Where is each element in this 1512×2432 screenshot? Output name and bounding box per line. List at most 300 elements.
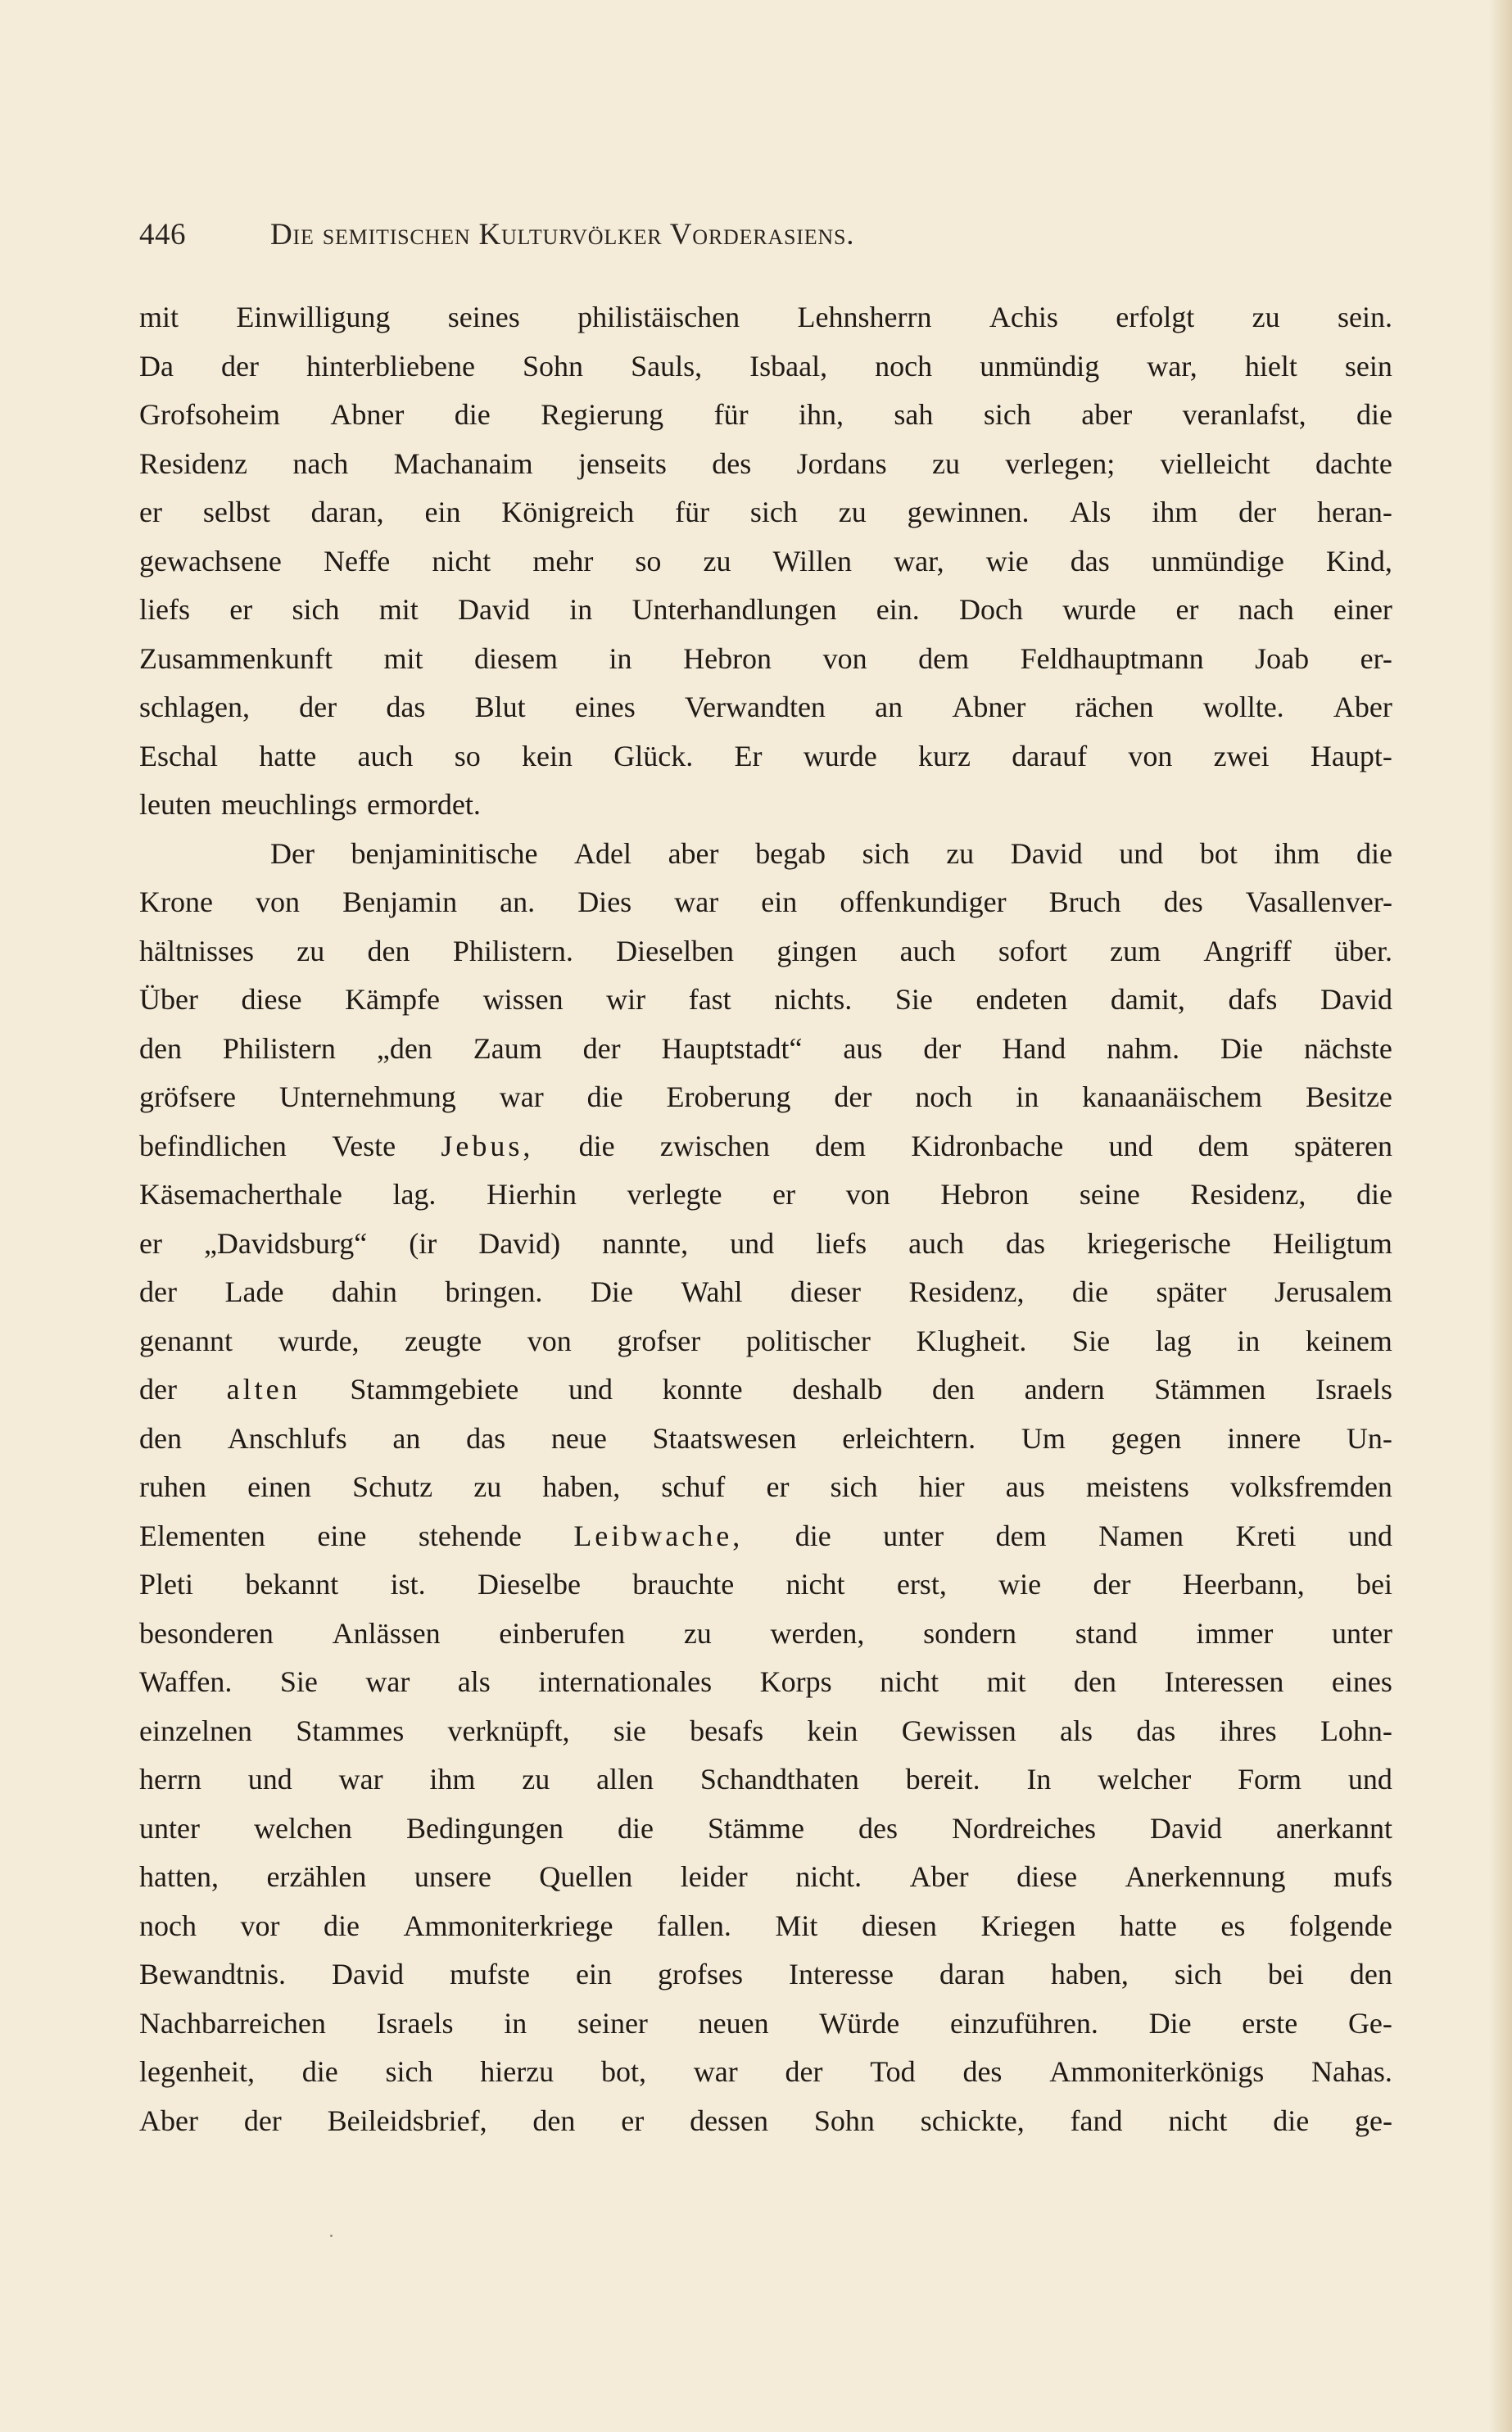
word: aber xyxy=(668,836,719,870)
word: Sohn xyxy=(523,349,584,383)
text-line xyxy=(139,927,1392,976)
text-line xyxy=(139,781,1392,830)
word: hatte xyxy=(259,739,317,772)
word: sich xyxy=(1174,1958,1222,1990)
word: mehr xyxy=(532,544,594,577)
word: die xyxy=(578,1129,615,1162)
word: diese xyxy=(241,983,302,1016)
text-line xyxy=(139,1171,1392,1220)
word: Wahl xyxy=(681,1275,743,1308)
word: auch xyxy=(899,934,956,967)
word: ihn, xyxy=(798,398,844,431)
speck xyxy=(330,2235,333,2237)
word: sah xyxy=(894,398,934,431)
word: unter xyxy=(139,1811,200,1845)
word: Dieselben xyxy=(616,934,735,967)
word: an. xyxy=(500,885,536,918)
word: volksfremden xyxy=(1229,1470,1392,1503)
word: den xyxy=(931,1373,975,1406)
word: seiner xyxy=(577,2006,648,2040)
word: lag. xyxy=(392,1178,437,1211)
word: Sie xyxy=(1072,1324,1111,1357)
word: der xyxy=(139,1275,177,1308)
word: lag xyxy=(1155,1324,1192,1357)
word: Kriegen xyxy=(980,1909,1076,1942)
word: hielt xyxy=(1244,349,1297,383)
word: heran- xyxy=(1316,496,1392,528)
word: der xyxy=(299,691,337,723)
text-line xyxy=(139,1805,1392,1854)
word: wissen xyxy=(482,983,564,1016)
word: folgende xyxy=(1288,1909,1392,1942)
word: Namen xyxy=(1098,1519,1184,1552)
word: verlegte xyxy=(627,1178,722,1211)
word: Residenz, xyxy=(908,1275,1025,1308)
word: brauchte xyxy=(632,1568,735,1601)
word: Waffen. xyxy=(139,1665,233,1698)
word: besafs xyxy=(690,1714,764,1747)
word: so xyxy=(635,544,662,577)
word: er xyxy=(621,2104,645,2137)
word: ihm xyxy=(1274,836,1320,870)
word: und xyxy=(1108,1129,1153,1162)
text-line xyxy=(139,342,1392,392)
word: unmündige xyxy=(1151,544,1284,577)
word: Unterhandlungen xyxy=(632,593,837,626)
page-edge-shadow xyxy=(1489,0,1512,2432)
word: Da xyxy=(139,349,174,383)
word: Anlässen xyxy=(332,1616,441,1650)
word: noch xyxy=(915,1080,973,1113)
word: fand xyxy=(1070,2104,1123,2137)
word: der xyxy=(243,2104,282,2137)
word: Ge- xyxy=(1347,2006,1392,2040)
text-line xyxy=(139,830,1392,879)
word: hatten, xyxy=(139,1860,219,1893)
word: der xyxy=(221,349,259,383)
text-line xyxy=(139,1755,1392,1805)
word: Über xyxy=(139,983,198,1016)
word: Nordreiches xyxy=(952,1811,1096,1845)
word: gegen xyxy=(1111,1421,1182,1455)
word: kurz xyxy=(917,739,971,772)
word: Krone xyxy=(139,885,213,918)
word: Hierhin xyxy=(487,1178,577,1211)
word: als xyxy=(1060,1714,1093,1747)
word: die xyxy=(586,1080,623,1113)
word: Um xyxy=(1021,1421,1066,1455)
word: zu xyxy=(1252,301,1280,333)
word: Einwilligung xyxy=(236,301,391,333)
word: Kidronbache xyxy=(911,1129,1064,1162)
word: seines xyxy=(447,301,520,333)
word: und xyxy=(1347,1763,1392,1796)
word: deshalb xyxy=(792,1373,883,1406)
word: ein xyxy=(424,496,461,528)
word: grofser xyxy=(617,1324,701,1357)
word: das xyxy=(1070,544,1110,577)
word: alten xyxy=(226,1373,301,1406)
word: Residenz xyxy=(139,446,247,480)
text-line xyxy=(139,1707,1392,1756)
word: war xyxy=(674,885,719,918)
word: Form xyxy=(1238,1763,1302,1796)
word: den xyxy=(1349,1958,1392,1990)
word: Willen xyxy=(772,544,853,577)
word: der xyxy=(923,1031,962,1065)
word: Stämme xyxy=(708,1811,804,1845)
word: Heerbann, xyxy=(1182,1568,1305,1601)
word: sich xyxy=(749,496,798,528)
word: einer xyxy=(1333,593,1392,626)
word: von xyxy=(822,641,867,675)
word: von xyxy=(845,1178,890,1211)
word: das xyxy=(386,691,426,723)
word: sein xyxy=(1344,349,1392,383)
word: zu xyxy=(838,496,867,528)
word: war, xyxy=(1147,349,1197,383)
text-line xyxy=(139,391,1392,440)
word: unsere xyxy=(414,1860,491,1893)
word: eine xyxy=(317,1519,367,1552)
text-line xyxy=(139,1902,1392,1951)
word: fallen. xyxy=(656,1909,731,1942)
word: legenheit, xyxy=(139,2055,255,2088)
word: Schutz xyxy=(352,1470,433,1503)
word: sondern xyxy=(923,1616,1017,1650)
word: Unternehmung xyxy=(278,1080,456,1113)
word: Neffe xyxy=(323,544,391,577)
word: Isbaal, xyxy=(749,349,828,383)
word: genannt xyxy=(139,1324,233,1357)
word: Als xyxy=(1070,496,1111,528)
word: David) xyxy=(478,1226,561,1260)
word: Abner xyxy=(330,398,405,431)
text-line xyxy=(139,1853,1392,1902)
word: aus xyxy=(1005,1470,1045,1503)
word: Die xyxy=(590,1275,633,1308)
word: aber xyxy=(1081,398,1133,431)
word: dahin xyxy=(331,1275,397,1308)
word: Beileidsbrief, xyxy=(327,2104,487,2137)
word: gewinnen. xyxy=(907,496,1030,528)
text-line xyxy=(139,537,1392,586)
word: aus xyxy=(843,1031,883,1065)
word: neuen xyxy=(698,2006,769,2040)
text-line xyxy=(139,1268,1392,1317)
word: zwei xyxy=(1213,739,1270,772)
word: und xyxy=(730,1226,775,1260)
word: Gewissen xyxy=(901,1714,1016,1747)
word: war xyxy=(499,1080,544,1113)
word: nicht xyxy=(880,1665,939,1698)
word: ist. xyxy=(390,1568,426,1601)
word: zu xyxy=(683,1616,712,1650)
word: Philistern. xyxy=(452,934,573,967)
word: schickte, xyxy=(920,2104,1025,2137)
word: verlegen; xyxy=(1005,446,1116,480)
word: die xyxy=(301,2055,338,2088)
word: Besitze xyxy=(1305,1080,1392,1113)
word: über. xyxy=(1334,934,1392,967)
word: die xyxy=(794,1519,831,1552)
word: Un- xyxy=(1346,1421,1392,1455)
word: David xyxy=(1010,836,1083,870)
word: haben, xyxy=(1050,1958,1129,1990)
word: dafs xyxy=(1228,983,1278,1016)
text-line xyxy=(139,1512,1392,1561)
word: wurde xyxy=(803,739,877,772)
word: Nahas. xyxy=(1311,2055,1392,2088)
word: unter xyxy=(883,1519,944,1552)
word: Lohn- xyxy=(1320,1714,1392,1747)
word: der xyxy=(785,2055,823,2088)
word: Klugheit. xyxy=(916,1324,1027,1357)
word: Der xyxy=(270,836,315,870)
word: eines xyxy=(1331,1665,1392,1698)
word: sein. xyxy=(1337,301,1392,333)
word: von xyxy=(1128,739,1173,772)
word: daran, xyxy=(310,496,384,528)
word: nichts. xyxy=(774,983,853,1016)
word: ermordet. xyxy=(366,788,481,821)
word: Königreich xyxy=(501,496,635,528)
word: mit xyxy=(986,1665,1026,1698)
word: liefs xyxy=(139,593,190,626)
word: den xyxy=(367,934,410,967)
word: den xyxy=(532,2104,576,2137)
word: daran xyxy=(939,1958,1005,1990)
word: wie xyxy=(998,1568,1042,1601)
word: David xyxy=(332,1958,404,1990)
text-line xyxy=(139,976,1392,1025)
word: befindlichen xyxy=(139,1129,287,1162)
word: das xyxy=(1136,1714,1176,1747)
word: war xyxy=(365,1665,410,1698)
word: Israels xyxy=(376,2006,454,2040)
word: innere xyxy=(1227,1421,1301,1455)
word: wurde, xyxy=(278,1324,360,1357)
word: war xyxy=(693,2055,738,2088)
word: von xyxy=(527,1324,572,1357)
word: die xyxy=(1356,1178,1392,1211)
word: nannte, xyxy=(602,1226,689,1260)
word: sich xyxy=(830,1470,878,1503)
word: noch xyxy=(875,349,933,383)
word: einzuführen. xyxy=(949,2006,1098,2040)
word: einzelnen xyxy=(139,1714,252,1747)
word: Tod xyxy=(870,2055,916,2088)
word: Bewandtnis. xyxy=(139,1958,286,1990)
word: der xyxy=(834,1080,872,1113)
word: darauf xyxy=(1012,739,1088,772)
word: sie xyxy=(613,1714,646,1747)
word: meistens xyxy=(1085,1470,1189,1503)
word: Er xyxy=(734,739,763,772)
word: Anerkennung xyxy=(1125,1860,1286,1893)
word: erzählen xyxy=(266,1860,367,1893)
word: schlagen, xyxy=(139,691,250,723)
word: hatte xyxy=(1119,1909,1177,1942)
word: allen xyxy=(596,1763,654,1796)
word: an xyxy=(875,691,903,723)
word: Sie xyxy=(279,1665,318,1698)
word: und xyxy=(1348,1519,1392,1552)
word: Eroberung xyxy=(666,1080,791,1113)
word: keinem xyxy=(1305,1324,1392,1357)
word: der xyxy=(1238,496,1277,528)
word: unmündig xyxy=(980,349,1100,383)
word: unter xyxy=(1332,1616,1392,1650)
word: Joab xyxy=(1255,641,1310,675)
word: bekannt xyxy=(245,1568,339,1601)
word: begab xyxy=(755,836,826,870)
word: David xyxy=(1320,983,1392,1016)
word: die xyxy=(454,398,491,431)
word: Jordans xyxy=(796,446,887,480)
word: sich xyxy=(862,836,910,870)
word: ein xyxy=(576,1958,612,1990)
word: Dieselbe xyxy=(477,1568,581,1601)
word: er- xyxy=(1360,641,1392,675)
word: bot xyxy=(1199,836,1238,870)
word: Elementen xyxy=(139,1519,265,1552)
word: zeugte xyxy=(405,1324,482,1357)
word: das xyxy=(1006,1226,1046,1260)
word: war xyxy=(338,1763,383,1796)
word: haben, xyxy=(542,1470,621,1503)
word: Jerusalem xyxy=(1274,1275,1392,1308)
word: Machanaim xyxy=(393,446,533,480)
word: einen xyxy=(247,1470,312,1503)
word: Ammoniterkriege xyxy=(403,1909,613,1942)
word: politischer xyxy=(745,1324,871,1357)
word: Anschlufs xyxy=(227,1421,347,1455)
word: er xyxy=(772,1178,796,1211)
word: David xyxy=(458,593,531,626)
word: vielleicht xyxy=(1160,446,1270,480)
word: bereit. xyxy=(905,1763,980,1796)
text-line xyxy=(139,293,1392,342)
word: Sohn xyxy=(813,2104,875,2137)
word: die xyxy=(1356,398,1392,431)
word: Angriff xyxy=(1203,934,1292,967)
text-line xyxy=(139,1560,1392,1610)
word: sich xyxy=(292,593,340,626)
word: Die xyxy=(1148,2006,1192,2040)
word: hinterbliebene xyxy=(306,349,475,383)
word: hierzu xyxy=(480,2055,555,2088)
word: Lehnsherrn xyxy=(797,301,932,333)
word: sofort xyxy=(998,934,1067,967)
word: er xyxy=(139,496,162,528)
word: Pleti xyxy=(139,1568,194,1601)
word: der xyxy=(139,1373,177,1406)
word: schuf xyxy=(661,1470,726,1503)
word: Mit xyxy=(775,1909,818,1942)
word: Benjamin xyxy=(342,885,458,918)
text-line xyxy=(139,1658,1392,1707)
word: ein xyxy=(761,885,798,918)
word: dieser xyxy=(790,1275,861,1308)
word: es xyxy=(1220,1909,1246,1942)
word: Leibwache, xyxy=(573,1519,744,1552)
word: die xyxy=(324,1909,360,1942)
word: späteren xyxy=(1294,1129,1392,1162)
word: diesem xyxy=(474,641,559,675)
word: David xyxy=(1150,1811,1222,1845)
word: die xyxy=(617,1811,654,1845)
body-text xyxy=(139,293,1392,2145)
word: konnte xyxy=(662,1373,743,1406)
word: Interesse xyxy=(789,1958,894,1990)
word: mufste xyxy=(450,1958,530,1990)
word: und xyxy=(568,1373,613,1406)
word: bei xyxy=(1267,1958,1304,1990)
word: nicht xyxy=(432,544,491,577)
word: nächste xyxy=(1303,1031,1392,1065)
text-line xyxy=(139,2048,1392,2097)
word: an xyxy=(392,1421,421,1455)
word: so xyxy=(454,739,481,772)
word: philistäischen xyxy=(577,301,740,333)
word: dem xyxy=(918,641,970,675)
word: fast xyxy=(688,983,731,1016)
word: Kämpfe xyxy=(345,983,441,1016)
word: von xyxy=(256,885,301,918)
word: nahm. xyxy=(1107,1031,1180,1065)
word: nicht xyxy=(1168,2104,1228,2137)
word: hier xyxy=(918,1470,965,1503)
word: Eschal xyxy=(139,739,218,772)
word: bei xyxy=(1356,1568,1392,1601)
text-line xyxy=(139,488,1392,537)
text-line xyxy=(139,1610,1392,1659)
word: herrn xyxy=(139,1763,201,1796)
word: Vasallenver- xyxy=(1245,885,1392,918)
word: kein xyxy=(807,1714,858,1747)
word: er xyxy=(1175,593,1199,626)
word: Kind, xyxy=(1325,544,1392,577)
text-line xyxy=(139,1415,1392,1464)
word: Hebron xyxy=(940,1178,1030,1211)
word: Käsemacherthale xyxy=(139,1178,342,1211)
text-line xyxy=(139,1122,1392,1171)
word: anerkannt xyxy=(1276,1811,1392,1845)
word: Heiligtum xyxy=(1272,1226,1392,1260)
word: zu xyxy=(946,836,975,870)
page-number: 446 xyxy=(139,218,186,251)
text-line xyxy=(139,732,1392,781)
word: eines xyxy=(574,691,636,723)
word: gröfsere xyxy=(139,1080,236,1113)
word: veranlafst, xyxy=(1182,398,1306,431)
word: Schandthaten xyxy=(699,1763,859,1796)
word: ge- xyxy=(1355,2104,1392,2137)
word: internationales xyxy=(538,1665,713,1698)
word: und xyxy=(1119,836,1164,870)
word: Jebus, xyxy=(441,1129,534,1162)
word: das xyxy=(466,1421,506,1455)
word: dessen xyxy=(690,2104,769,2137)
word: auch xyxy=(908,1226,965,1260)
word: Doch xyxy=(959,593,1023,626)
word: Zaum xyxy=(473,1031,542,1065)
word: und xyxy=(247,1763,292,1796)
word: sich xyxy=(385,2055,433,2088)
word: in xyxy=(609,641,632,675)
word: Aber xyxy=(139,2104,198,2137)
